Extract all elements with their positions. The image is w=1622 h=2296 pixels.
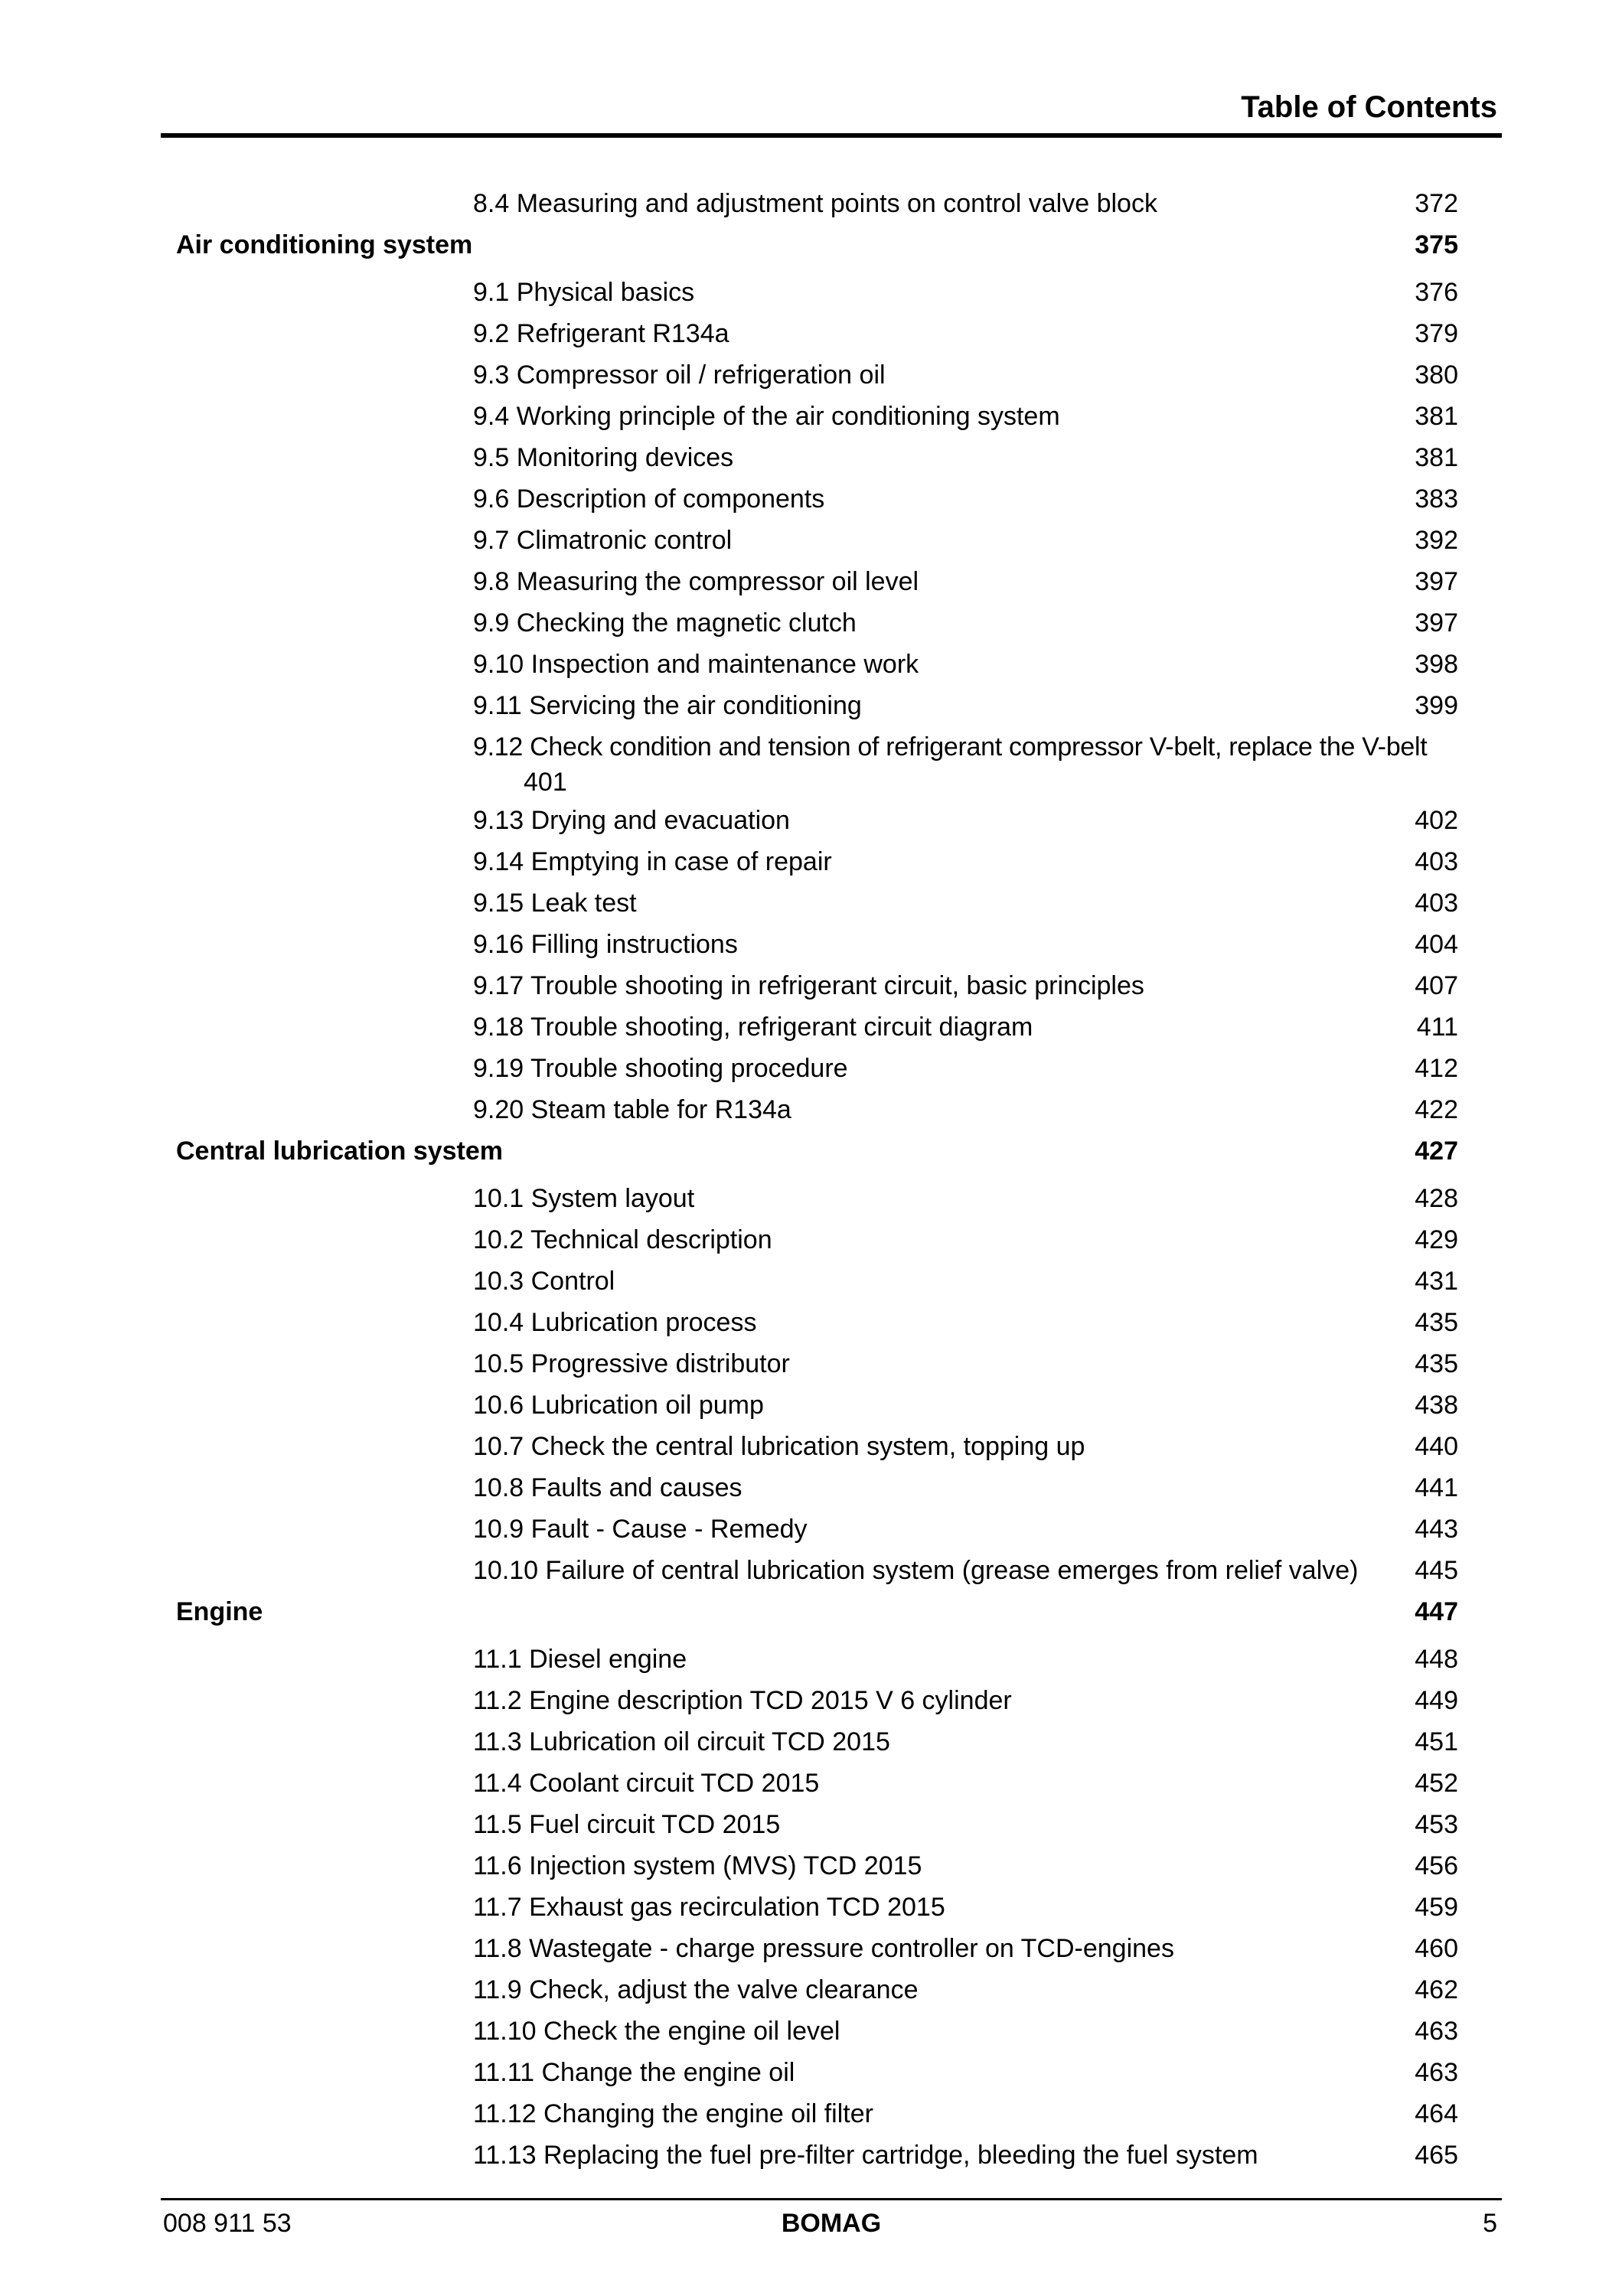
- footer-divider: [161, 2198, 1502, 2200]
- toc-entry-title: 9.19 Trouble shooting procedure: [473, 1054, 848, 1083]
- toc-entry-page: 440: [1415, 1432, 1458, 1461]
- toc-entry-page: 435: [1415, 1308, 1458, 1337]
- toc-section-title: Engine: [176, 1597, 263, 1626]
- toc-section-row[interactable]: [0, 226, 1622, 264]
- toc-entry-title: 9.15 Leak test: [473, 889, 637, 918]
- toc-entry-row[interactable]: [0, 1049, 1622, 1088]
- toc-entry-page: 451: [1415, 1727, 1458, 1756]
- toc-entry-page: 448: [1415, 1645, 1458, 1674]
- toc-entry-page: 459: [1415, 1893, 1458, 1922]
- toc-entry-page: 379: [1415, 319, 1458, 348]
- toc-entry-title: 9.10 Inspection and maintenance work: [473, 650, 919, 679]
- toc-entry-row[interactable]: [0, 728, 1622, 797]
- toc-entry-title: 9.9 Checking the magnetic clutch: [473, 608, 857, 638]
- toc-entry-row[interactable]: [0, 645, 1622, 683]
- toc-entry-row[interactable]: [0, 1971, 1622, 2009]
- toc-entry-page: 445: [1415, 1556, 1458, 1585]
- toc-entry-title: 10.1 System layout: [473, 1184, 695, 1213]
- toc-entry-page: 392: [1415, 526, 1458, 555]
- toc-entry-row[interactable]: [0, 1681, 1622, 1720]
- toc-entry-page: 438: [1415, 1391, 1458, 1420]
- toc-entry-title: 10.3 Control: [473, 1267, 615, 1296]
- toc-entry-title: 11.10 Check the engine oil level: [473, 2017, 840, 2046]
- toc-entry-title: 11.4 Coolant circuit TCD 2015: [473, 1769, 820, 1798]
- toc-entry-page: 399: [1415, 691, 1458, 720]
- toc-entry-title: 10.5 Progressive distributor: [473, 1349, 790, 1378]
- toc-section-row[interactable]: [0, 1593, 1622, 1631]
- toc-entry-row[interactable]: [0, 843, 1622, 881]
- toc-entry-page: 411: [1416, 1013, 1458, 1042]
- toc-entry-row[interactable]: [0, 1640, 1622, 1678]
- toc-entry-row[interactable]: [0, 1551, 1622, 1590]
- toc-entry-page: 397: [1415, 608, 1458, 638]
- toc-entry-row[interactable]: [0, 967, 1622, 1005]
- toc-entry-title: 11.2 Engine description TCD 2015 V 6 cylinder: [473, 1686, 1012, 1715]
- toc-entry-page: 463: [1415, 2058, 1458, 2087]
- toc-entry-row[interactable]: [0, 687, 1622, 725]
- toc-entry-page: 401: [524, 768, 567, 797]
- toc-entry-title: 11.7 Exhaust gas recirculation TCD 2015: [473, 1893, 945, 1922]
- toc-entry-page: 460: [1415, 1934, 1458, 1963]
- toc-entry-title: 9.8 Measuring the compressor oil level: [473, 567, 919, 596]
- toc-entry-title: 10.7 Check the central lubrication system, topping up: [473, 1432, 1085, 1461]
- toc-entry-title: 9.6 Description of components: [473, 484, 825, 514]
- toc-entry-row[interactable]: [0, 1221, 1622, 1259]
- toc-entry-title: 10.10 Failure of central lubrication system (grease emerges from relief valve): [473, 1556, 1359, 1585]
- toc-entry-title: 11.13 Replacing the fuel pre-filter cartridge, bleeding the fuel system: [473, 2141, 1258, 2170]
- toc-entry-row[interactable]: [0, 184, 1622, 223]
- toc-entry-row[interactable]: [0, 1179, 1622, 1218]
- toc-entry-title: 10.8 Faults and causes: [473, 1473, 742, 1502]
- toc-entry-title: 10.4 Lubrication process: [473, 1308, 757, 1337]
- toc-entry-title: 9.5 Monitoring devices: [473, 443, 734, 472]
- toc-entry-title: 9.14 Emptying in case of repair: [473, 847, 832, 876]
- toc-entry-row[interactable]: [0, 1847, 1622, 1885]
- toc-entry-row[interactable]: [0, 1764, 1622, 1802]
- toc-entry-page: 443: [1415, 1515, 1458, 1544]
- toc-entry-page: 456: [1415, 1851, 1458, 1880]
- toc-entry-page: 381: [1415, 443, 1458, 472]
- toc-entry-row[interactable]: [0, 397, 1622, 435]
- toc-entry-page: 429: [1415, 1225, 1458, 1254]
- toc-entry-title: 11.6 Injection system (MVS) TCD 2015: [473, 1851, 922, 1880]
- toc-entry-row[interactable]: [0, 1091, 1622, 1129]
- toc-entry-row[interactable]: [0, 1723, 1622, 1761]
- toc-entry-title: 11.11 Change the engine oil: [473, 2058, 795, 2087]
- toc-entry-page: 465: [1415, 2141, 1458, 2170]
- toc-entry-row[interactable]: [0, 356, 1622, 394]
- toc-entry-page: 435: [1415, 1349, 1458, 1378]
- toc-entry-page: 380: [1415, 360, 1458, 390]
- toc-section-page: 427: [1415, 1137, 1458, 1166]
- toc-entry-title: 9.20 Steam table for R134a: [473, 1095, 791, 1124]
- toc-entry-title: 9.17 Trouble shooting in refrigerant circuit, basic principles: [473, 971, 1144, 1000]
- toc-entry-page: 464: [1415, 2099, 1458, 2128]
- toc-entry-row[interactable]: [0, 2012, 1622, 2050]
- toc-entry-title: 9.13 Drying and evacuation: [473, 806, 790, 835]
- toc-entry-title: 10.2 Technical description: [473, 1225, 772, 1254]
- toc-entry-row[interactable]: [0, 480, 1622, 518]
- toc-entry-row[interactable]: [0, 1386, 1622, 1424]
- toc-entry-title: 11.9 Check, adjust the valve clearance: [473, 1975, 919, 2004]
- toc-entry-page: 398: [1415, 650, 1458, 679]
- toc-entry-page: 402: [1415, 806, 1458, 835]
- toc-entry-page: 381: [1415, 402, 1458, 431]
- toc-entry-page: 452: [1415, 1769, 1458, 1798]
- toc-entry-row[interactable]: [0, 884, 1622, 922]
- toc-entry-row[interactable]: [0, 1262, 1622, 1300]
- toc-entry-page: 441: [1415, 1473, 1458, 1502]
- toc-entry-title: 9.7 Climatronic control: [473, 526, 733, 555]
- toc-entry-page: 383: [1415, 484, 1458, 514]
- toc-entry-title: 10.6 Lubrication oil pump: [473, 1391, 764, 1420]
- toc-entry-title: 11.3 Lubrication oil circuit TCD 2015: [473, 1727, 890, 1756]
- toc-entry-row[interactable]: [0, 563, 1622, 601]
- toc-entry-title: 11.8 Wastegate - charge pressure controller on TCD-engines: [473, 1934, 1174, 1963]
- toc-entry-row[interactable]: [0, 2095, 1622, 2133]
- toc-entry-title: 9.12 Check condition and tension of refrigerant compressor V-belt, replace the V-belt: [473, 732, 1428, 762]
- toc-entry-page: 372: [1415, 189, 1458, 218]
- toc-entry-row[interactable]: [0, 439, 1622, 477]
- toc-entry-page: 428: [1415, 1184, 1458, 1213]
- toc-entry-row[interactable]: [0, 1008, 1622, 1046]
- toc-entry-page: 463: [1415, 2017, 1458, 2046]
- toc-entry-page: 453: [1415, 1810, 1458, 1839]
- toc-entry-title: 9.18 Trouble shooting, refrigerant circuit diagram: [473, 1013, 1033, 1042]
- toc-entry-row[interactable]: [0, 1510, 1622, 1548]
- toc-entry-title: 9.4 Working principle of the air conditioning system: [473, 402, 1060, 431]
- toc-entry-title: 11.1 Diesel engine: [473, 1645, 687, 1674]
- toc-entry-row[interactable]: [0, 2053, 1622, 2092]
- toc-entry-row[interactable]: [0, 604, 1622, 642]
- toc-entry-row[interactable]: [0, 1805, 1622, 1844]
- toc-entry-page: 403: [1415, 847, 1458, 876]
- toc-entry-row[interactable]: [0, 925, 1622, 964]
- toc-section-page: 375: [1415, 230, 1458, 259]
- toc-entry-row[interactable]: [0, 801, 1622, 840]
- document-number: 008 911 53: [163, 2209, 292, 2238]
- toc-entry-row[interactable]: [0, 1888, 1622, 1926]
- toc-entry-row[interactable]: [0, 273, 1622, 311]
- toc-entry-page: 422: [1415, 1095, 1458, 1124]
- toc-entry-title: 10.9 Fault - Cause - Remedy: [473, 1515, 808, 1544]
- toc-entry-page: 431: [1415, 1267, 1458, 1296]
- toc-section-row[interactable]: [0, 1132, 1622, 1170]
- toc-entry-page: 404: [1415, 930, 1458, 959]
- toc-entry-page: 412: [1415, 1054, 1458, 1083]
- toc-entry-title: 9.2 Refrigerant R134a: [473, 319, 729, 348]
- toc-section-title: Central lubrication system: [176, 1137, 504, 1166]
- toc-entry-row[interactable]: [0, 1345, 1622, 1383]
- toc-entry-row[interactable]: [0, 521, 1622, 559]
- toc-entry-row[interactable]: [0, 1929, 1622, 1968]
- toc-entry-row[interactable]: [0, 1469, 1622, 1507]
- toc-entry-row[interactable]: [0, 1303, 1622, 1342]
- toc-entry-row[interactable]: [0, 2136, 1622, 2174]
- toc-section-title: Air conditioning system: [176, 230, 473, 259]
- brand-name: BOMAG: [781, 2209, 882, 2238]
- toc-entry-title: 8.4 Measuring and adjustment points on control valve block: [473, 189, 1157, 218]
- toc-entry-title: 11.5 Fuel circuit TCD 2015: [473, 1810, 781, 1839]
- toc-entry-page: 449: [1415, 1686, 1458, 1715]
- page-number: 5: [1483, 2209, 1497, 2238]
- toc-entry-page: 403: [1415, 889, 1458, 918]
- toc-entry-title: 11.12 Changing the engine oil filter: [473, 2099, 873, 2128]
- toc-entry-title: 9.16 Filling instructions: [473, 930, 738, 959]
- toc-entry-title: 9.3 Compressor oil / refrigeration oil: [473, 360, 886, 390]
- toc-entry-page: 462: [1415, 1975, 1458, 2004]
- toc-entry-page: 397: [1415, 567, 1458, 596]
- toc-section-page: 447: [1415, 1597, 1458, 1626]
- toc-entry-title: 9.11 Servicing the air conditioning: [473, 691, 862, 720]
- toc-entry-row[interactable]: [0, 1427, 1622, 1466]
- page-title: Table of Contents: [1241, 90, 1497, 124]
- toc-entry-row[interactable]: [0, 315, 1622, 353]
- toc-entry-title: 9.1 Physical basics: [473, 278, 695, 307]
- toc-entry-page: 407: [1415, 971, 1458, 1000]
- toc-entry-page: 376: [1415, 278, 1458, 307]
